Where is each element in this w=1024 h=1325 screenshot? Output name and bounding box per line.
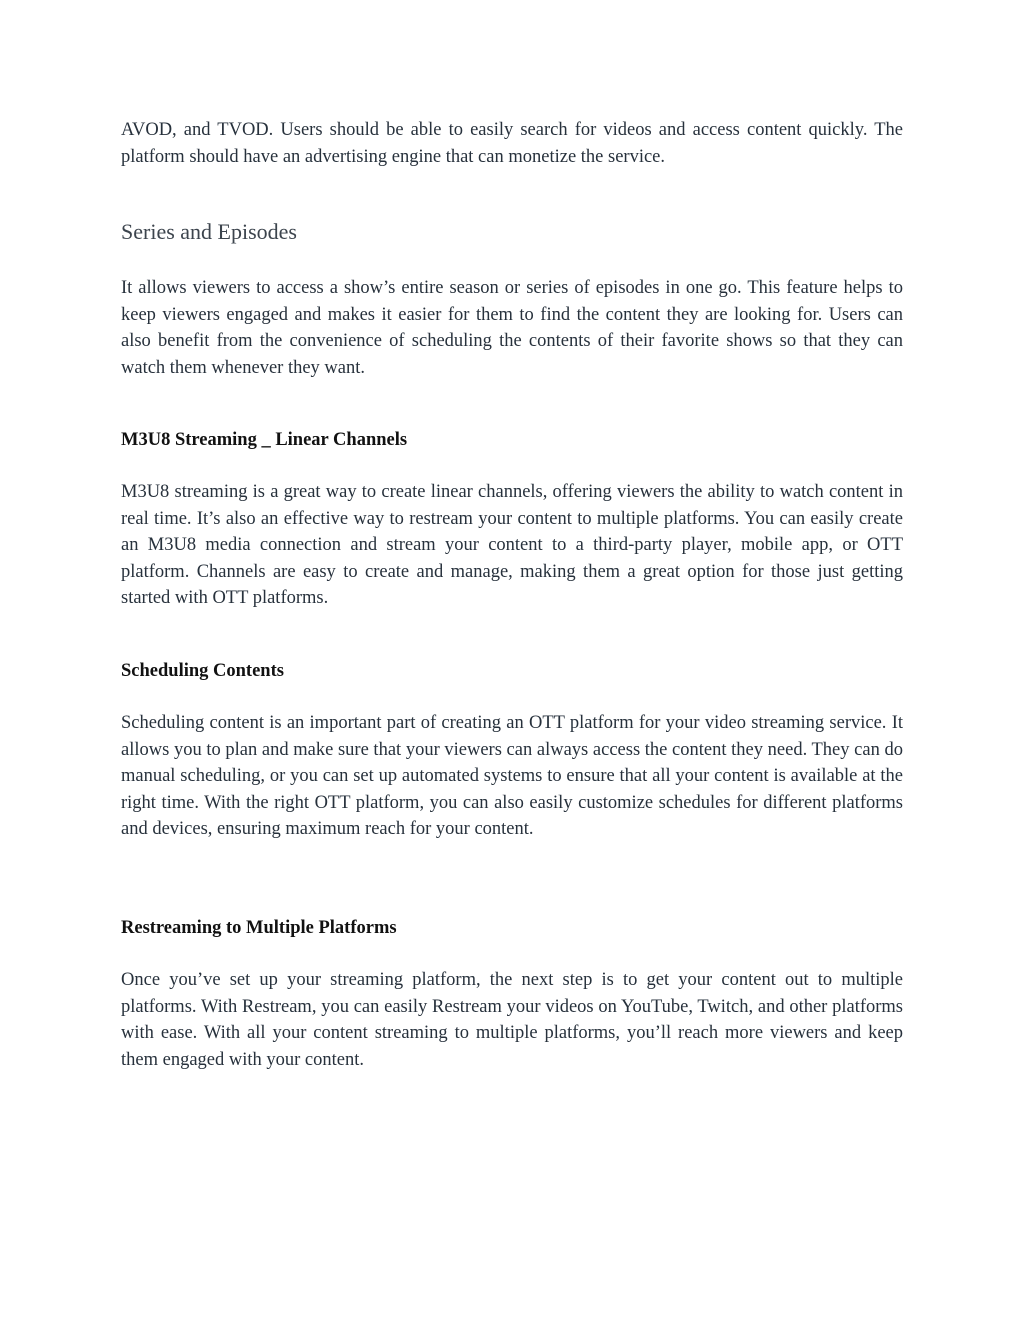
heading-scheduling-contents: Scheduling Contents [121,661,284,681]
intro-paragraph: AVOD, and TVOD. Users should be able to easily search for videos and access content quickly. The platform should have an advertising engine that can monetize the service. [121,120,903,167]
paragraph-series-and-episodes: It allows viewers to access a show’s entire season or series of episodes in one go. This feature helps to keep viewers engaged and makes it easier for them to find the content they are looking for. Users can also benefit from the convenience of scheduling the contents of their favorite shows so that they can watch them whenever they want. [121,278,903,378]
heading-m3u8-streaming: M3U8 Streaming _ Linear Channels [121,430,408,450]
paragraph-m3u8-streaming: M3U8 streaming is a great way to create linear channels, offering viewers the ability to watch content in real time. It’s also an effective way to restream your content to multiple platforms. You can easily create an M3U8 media connection and stream your content to a third-party player, mobile app, or OTT platform. Channels are easy to create and manage, making them a great option for those just getting started with OTT platforms. [121,482,903,609]
heading-series-and-episodes: Series and Episodes [121,219,297,244]
paragraph-restreaming: Once you’ve set up your streaming platform, the next step is to get your content out to multiple platforms. With Restream, you can easily Restream your videos on YouTube, Twitch, and other platforms with ease. With all your content streaming to multiple platforms, you’ll reach more viewers and keep them engaged with your content. [121,970,903,1070]
heading-restreaming: Restreaming to Multiple Platforms [121,918,397,938]
paragraph-scheduling-contents: Scheduling content is an important part of creating an OTT platform for your video streaming service. It allows you to plan and make sure that your viewers can always access the content they need. They can do manual scheduling, or you can set up automated systems to ensure that all your content is available at the right time. With the right OTT platform, you can also easily customize schedules for different platforms and devices, ensuring maximum reach for your content. [121,713,903,840]
